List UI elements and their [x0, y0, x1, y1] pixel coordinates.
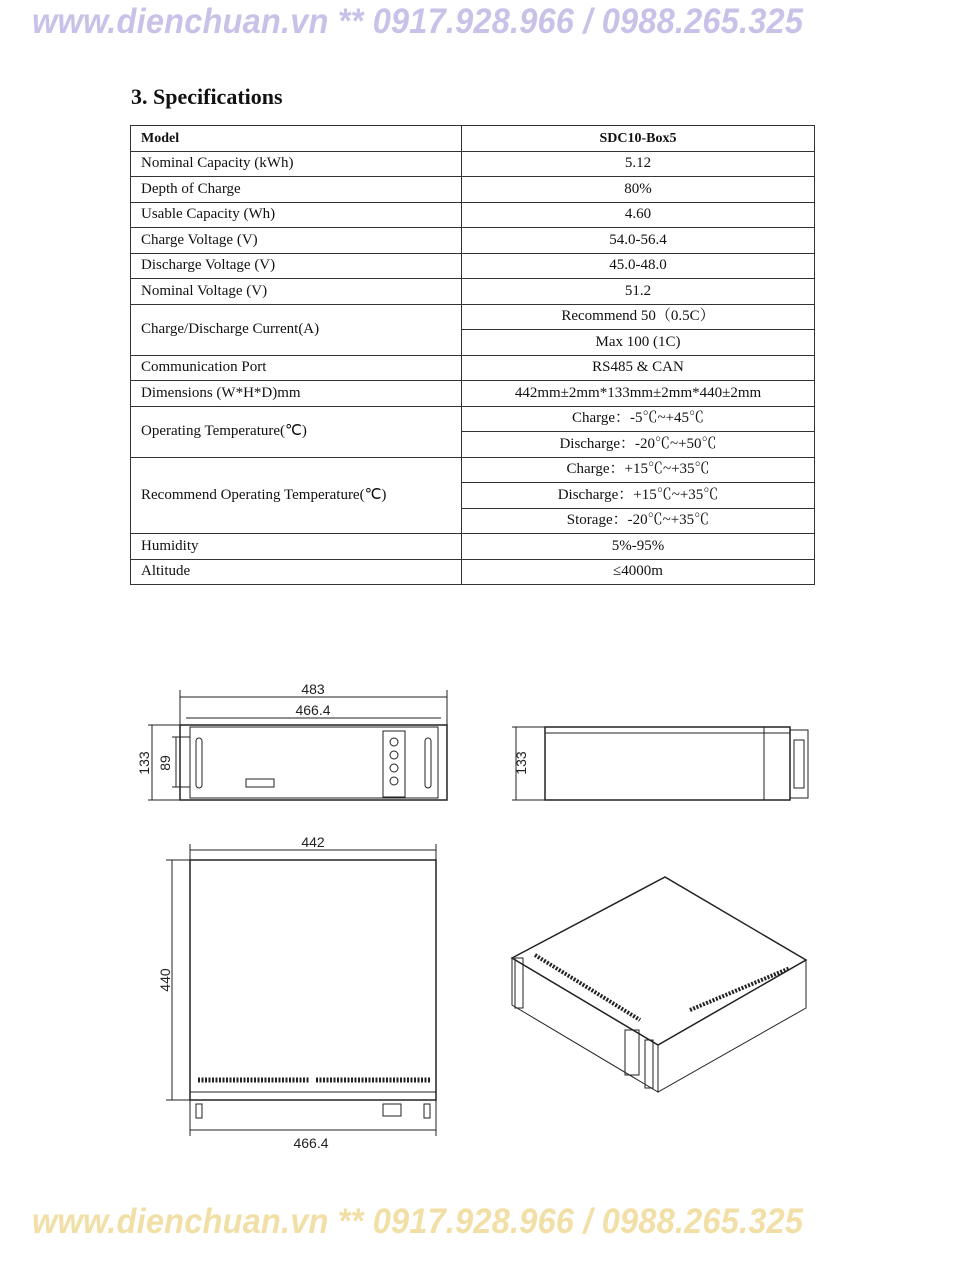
dim-442: 442	[301, 834, 325, 850]
dim-133-front: 133	[136, 751, 152, 775]
header-label: Model	[131, 126, 462, 152]
row-label: Charge Voltage (V)	[131, 228, 462, 254]
row-value: ≤4000m	[462, 559, 815, 585]
row-label: Depth of Charge	[131, 177, 462, 203]
dim-466-4: 466.4	[295, 702, 331, 718]
dim-466-4-bottom: 466.4	[293, 1135, 329, 1151]
row-value: 5.12	[462, 151, 815, 177]
row-value: 442mm±2mm*133mm±2mm*440±2mm	[462, 381, 815, 407]
row-value: Charge：-5℃~+45℃	[462, 406, 815, 432]
dim-89: 89	[157, 755, 173, 771]
row-label: Nominal Capacity (kWh)	[131, 151, 462, 177]
watermark-bottom: www.dienchuan.vn ** 0917.928.966 / 0988.265.325	[32, 1202, 804, 1241]
row-value: 54.0-56.4	[462, 228, 815, 254]
side-view-drawing	[512, 727, 808, 800]
row-value: 45.0-48.0	[462, 253, 815, 279]
row-value: Max 100 (1C)	[462, 330, 815, 356]
row-label: Discharge Voltage (V)	[131, 253, 462, 279]
row-value: Charge：+15℃~+35℃	[462, 457, 815, 483]
dim-133-side: 133	[513, 751, 529, 775]
row-label: Operating Temperature(℃)	[131, 406, 462, 457]
row-value: 5%-95%	[462, 534, 815, 560]
row-label: Humidity	[131, 534, 462, 560]
row-value: 4.60	[462, 202, 815, 228]
row-value: Recommend 50（0.5C）	[462, 304, 815, 330]
dim-440: 440	[157, 968, 173, 992]
row-value: Discharge：-20℃~+50℃	[462, 432, 815, 458]
isometric-view-drawing	[512, 877, 806, 1092]
row-label: Nominal Voltage (V)	[131, 279, 462, 305]
row-value: RS485 & CAN	[462, 355, 815, 381]
row-label: Recommend Operating Temperature(℃)	[131, 457, 462, 534]
row-label: Dimensions (W*H*D)mm	[131, 381, 462, 407]
header-value: SDC10-Box5	[462, 126, 815, 152]
row-label: Communication Port	[131, 355, 462, 381]
row-value: 80%	[462, 177, 815, 203]
watermark-top: www.dienchuan.vn ** 0917.928.966 / 0988.265.325	[32, 2, 804, 41]
dim-483: 483	[301, 681, 325, 697]
top-view-drawing	[157, 834, 436, 1151]
section-title: 3. Specifications	[131, 84, 283, 109]
front-view-drawing	[136, 681, 447, 800]
row-label: Altitude	[131, 559, 462, 585]
row-value: Storage：-20℃~+35℃	[462, 508, 815, 534]
row-label: Charge/Discharge Current(A)	[131, 304, 462, 355]
row-value: Discharge：+15℃~+35℃	[462, 483, 815, 509]
row-value: 51.2	[462, 279, 815, 305]
row-label: Usable Capacity (Wh)	[131, 202, 462, 228]
